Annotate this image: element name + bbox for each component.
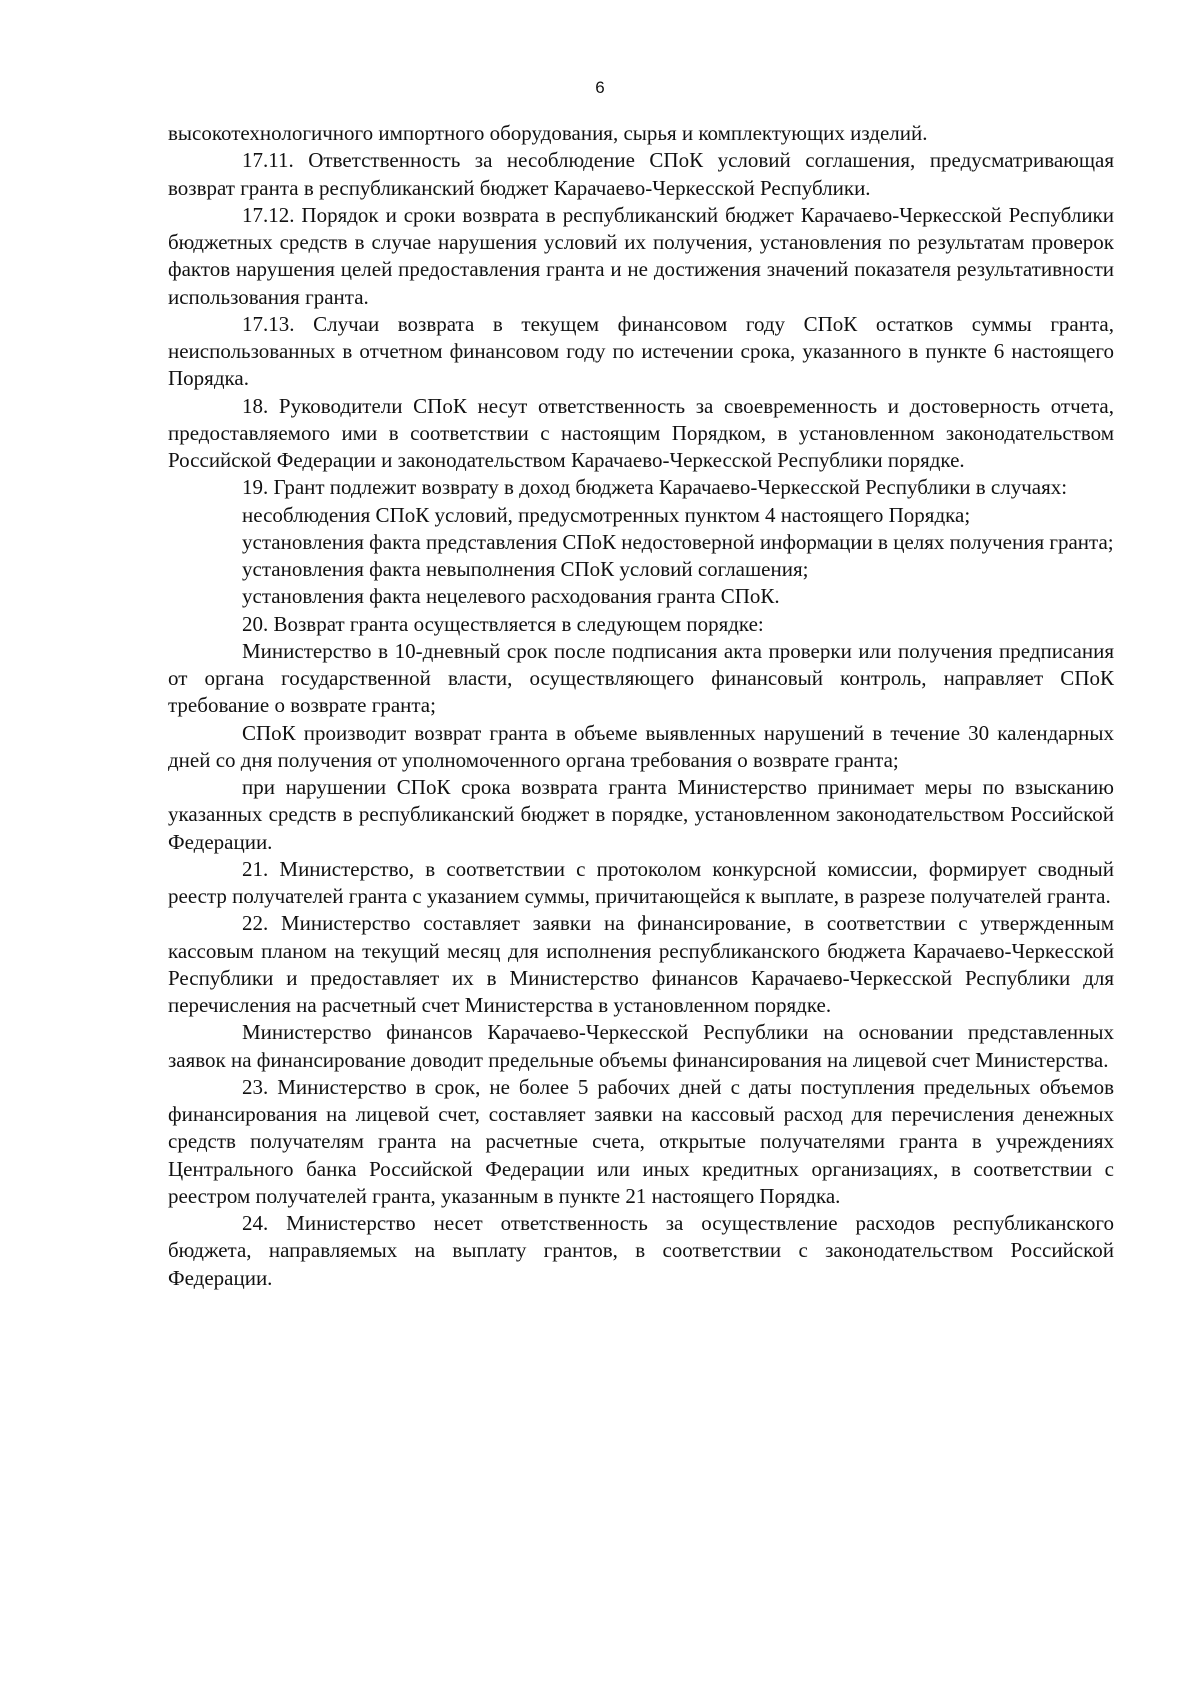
paragraph-18: 18. Руководители СПоК несут ответственность за своевременность и достоверность отчета, предоставляемого ими в соответствии с настоящим Порядком, в установленном законодательством Российской Федерации и законодательством Карачаево-Черкесской Республики порядке. [168,393,1114,472]
paragraph-19-case-4: установления факта нецелевого расходования гранта СПоК. [242,584,780,609]
paragraph-17-12: 17.12. Порядок и сроки возврата в республиканский бюджет Карачаево-Черкесской Республики бюджетных средств в случае нарушения условий их получения, установления по результатам проверок фактов нарушения целей предоставления гранта и не достижения значений показателя результативности использования гранта. [168,202,1114,309]
paragraph-19: 19. Грант подлежит возврату в доход бюджета Карачаево-Черкесской Республики в случаях: [242,475,1068,500]
paragraph-20-step-1: Министерство в 10-дневный срок после подписания акта проверки или получения предписания от органа государственной власти, осуществляющего финансовый контроль, направляет СПоК требование о возврате гранта; [168,638,1114,718]
paragraph-17-13: 17.13. Случаи возврата в текущем финансовом году СПоК остатков суммы гранта, неиспользованных в отчетном финансовом году по истечении срока, указанного в пункте 6 настоящего Порядка. [168,311,1114,391]
paragraph-21: 21. Министерство, в соответствии с протоколом конкурсной комиссии, формирует сводный реестр получателей гранта с указанием суммы, причитающейся к выплате, в разрезе получателей гранта. [168,856,1114,908]
paragraph-20-step-2: СПоК производит возврат гранта в объеме выявленных нарушений в течение 30 календарных дней со дня получения от уполномоченного органа требования о возврате гранта; [168,720,1114,772]
paragraph-23: 23. Министерство в срок, не более 5 рабочих дней с даты поступления предельных объемов финансирования на лицевой счет, составляет заявки на кассовый расход для перечисления денежных средств получателям гранта на расчетные счета, открытые получателями гранта в учреждениях Центрального банка Российской Федерации или иных кредитных организациях, в соответствии с реестром получателей гранта, указанным в пункте 21 настоящего Порядка. [168,1074,1114,1208]
paragraph-24: 24. Министерство несет ответственность за осуществление расходов республиканского бюджета, направляемых на выплату грантов, в соответствии с законодательством Российской Федерации. [168,1211,1114,1290]
paragraph-20-step-3: при нарушении СПоК срока возврата гранта Министерство принимает меры по взысканию указанных средств в республиканский бюджет в порядке, установленном законодательством Российской Федерации. [168,775,1114,854]
paragraph-19-case-3: установления факта невыполнения СПоК условий соглашения; [242,557,809,581]
document-body [168,120,1114,1292]
paragraph-20: 20. Возврат гранта осуществляется в следующем порядке: [242,611,764,636]
paragraph-22-continued: Министерство финансов Карачаево-Черкесской Республики на основании представленных заявок на финансирование доводит предельные объемы финансирования на лицевой счет Министерства. [168,1020,1114,1072]
paragraph-17-11: 17.11. Ответственность за несоблюдение СПоК условий соглашения, предусматривающая возврат гранта в республиканский бюджет Карачаево-Черкесской Республики. [168,148,1114,200]
page-number: 6 [595,78,605,97]
paragraph-continuation: высокотехнологичного импортного оборудования, сырья и комплектующих изделий. [168,121,928,145]
paragraph-19-case-2: установления факта представления СПоК недостоверной информации в целях получения гранта; [242,529,1114,554]
paragraph-22: 22. Министерство составляет заявки на финансирование, в соответствии с утвержденным кассовым планом на текущий месяц для исполнения республиканского бюджета Карачаево-Черкесской Республики и предоставляет их в Министерство финансов Карачаево-Черкесской Республики для перечисления на расчетный счет Министерства в установленном порядке. [168,911,1114,1017]
paragraph-19-case-1: несоблюдения СПоК условий, предусмотренных пунктом 4 настоящего Порядка; [242,502,971,527]
